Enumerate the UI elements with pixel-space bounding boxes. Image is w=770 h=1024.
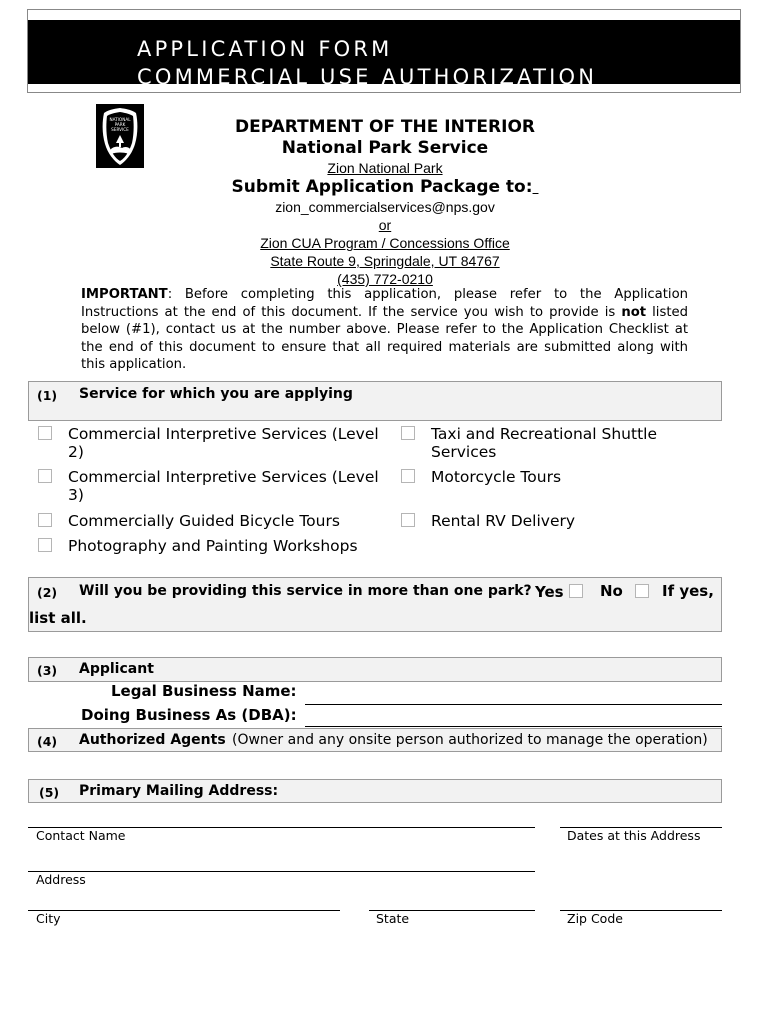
checkbox-yes[interactable] xyxy=(569,584,583,598)
section-number: (4) xyxy=(37,734,58,749)
if-yes-label: If yes, xyxy=(662,582,714,600)
dba-label: Doing Business As (DBA): xyxy=(81,706,297,724)
dba-input[interactable] xyxy=(305,706,722,727)
yes-label: Yes xyxy=(535,583,564,601)
checkbox-motorcycle-tours[interactable] xyxy=(401,469,415,483)
no-label: No xyxy=(600,582,623,600)
checkbox-interpretive-level2[interactable] xyxy=(38,426,52,440)
address-label: Address xyxy=(36,872,86,887)
header-banner xyxy=(28,20,740,84)
department-name: DEPARTMENT OF THE INTERIOR xyxy=(234,117,536,137)
checkbox-bicycle-tours[interactable] xyxy=(38,513,52,527)
legal-name-input[interactable] xyxy=(305,682,722,705)
option-label: Taxi and Recreational Shuttle Services xyxy=(431,425,657,461)
submit-email[interactable]: zion_commercialservices@nps.gov xyxy=(275,199,495,215)
checkbox-no[interactable] xyxy=(635,584,649,598)
city-input[interactable] xyxy=(28,910,340,911)
section-title: Primary Mailing Address: xyxy=(79,783,279,799)
city-label: City xyxy=(36,911,61,926)
checkbox-interpretive-level3[interactable] xyxy=(38,469,52,483)
important-notice: IMPORTANT: Before completing this application, please refer to the Application Instructions at the end of this document. If the service you wish to provide is not listed below (#1), contact us at the number above. Please refer to the Application Checklist at the end of this document to ensure that all required materials are submitted along with this application. xyxy=(81,287,688,372)
nps-arrowhead-icon xyxy=(96,104,144,168)
park-name: Zion National Park xyxy=(327,160,443,176)
option-label: Commercial Interpretive Services (Level 2) xyxy=(68,425,379,461)
form-title-line1: APPLICATION FORM xyxy=(137,37,393,61)
contact-name-label: Contact Name xyxy=(36,828,126,843)
list-all-label: list all. xyxy=(29,609,87,627)
office-address: State Route 9, Springdale, UT 84767 xyxy=(270,253,500,269)
office-name: Zion CUA Program / Concessions Office xyxy=(260,235,510,251)
section2-header xyxy=(28,577,722,632)
svg-text:NATIONAL: NATIONAL xyxy=(109,117,131,122)
option-label: Rental RV Delivery xyxy=(431,512,576,530)
office-phone: (435) 772-0210 xyxy=(337,271,433,287)
section-number: (3) xyxy=(37,663,58,678)
form-title-line2: COMMERCIAL USE AUTHORIZATION xyxy=(137,65,598,84)
section4-header xyxy=(28,728,722,752)
section-number: (2) xyxy=(37,585,58,600)
section5-header xyxy=(28,779,722,803)
dates-label: Dates at this Address xyxy=(567,828,701,843)
section-number: (5) xyxy=(39,785,60,800)
or-text: or xyxy=(378,217,392,233)
submit-heading: Submit Application Package to: xyxy=(231,177,533,197)
checkbox-photography-workshops[interactable] xyxy=(38,538,52,552)
option-label: Motorcycle Tours xyxy=(431,468,562,486)
section1-header xyxy=(28,381,722,421)
section-title: Service for which you are applying xyxy=(79,386,353,402)
svg-text:SERVICE: SERVICE xyxy=(111,127,129,132)
zip-label: Zip Code xyxy=(567,911,623,926)
section-title: Authorized Agents xyxy=(79,732,226,748)
checkbox-taxi-shuttle[interactable] xyxy=(401,426,415,440)
checkbox-rv-delivery[interactable] xyxy=(401,513,415,527)
option-label: Commercially Guided Bicycle Tours xyxy=(68,512,340,530)
service-name: National Park Service xyxy=(281,138,489,158)
section-title: Applicant xyxy=(79,661,154,677)
legal-name-label: Legal Business Name: xyxy=(111,682,297,700)
address-input[interactable] xyxy=(28,871,535,872)
state-label: State xyxy=(376,911,410,926)
section3-header xyxy=(28,657,722,682)
section-note: (Owner and any onsite person authorized to manage the operation) xyxy=(232,732,708,748)
section-question: Will you be providing this service in more than one park? xyxy=(79,583,532,599)
section-number: (1) xyxy=(37,388,58,403)
option-label: Photography and Painting Workshops xyxy=(68,537,358,555)
option-label: Commercial Interpretive Services (Level 3) xyxy=(68,468,379,504)
svg-text:PARK: PARK xyxy=(114,122,126,127)
